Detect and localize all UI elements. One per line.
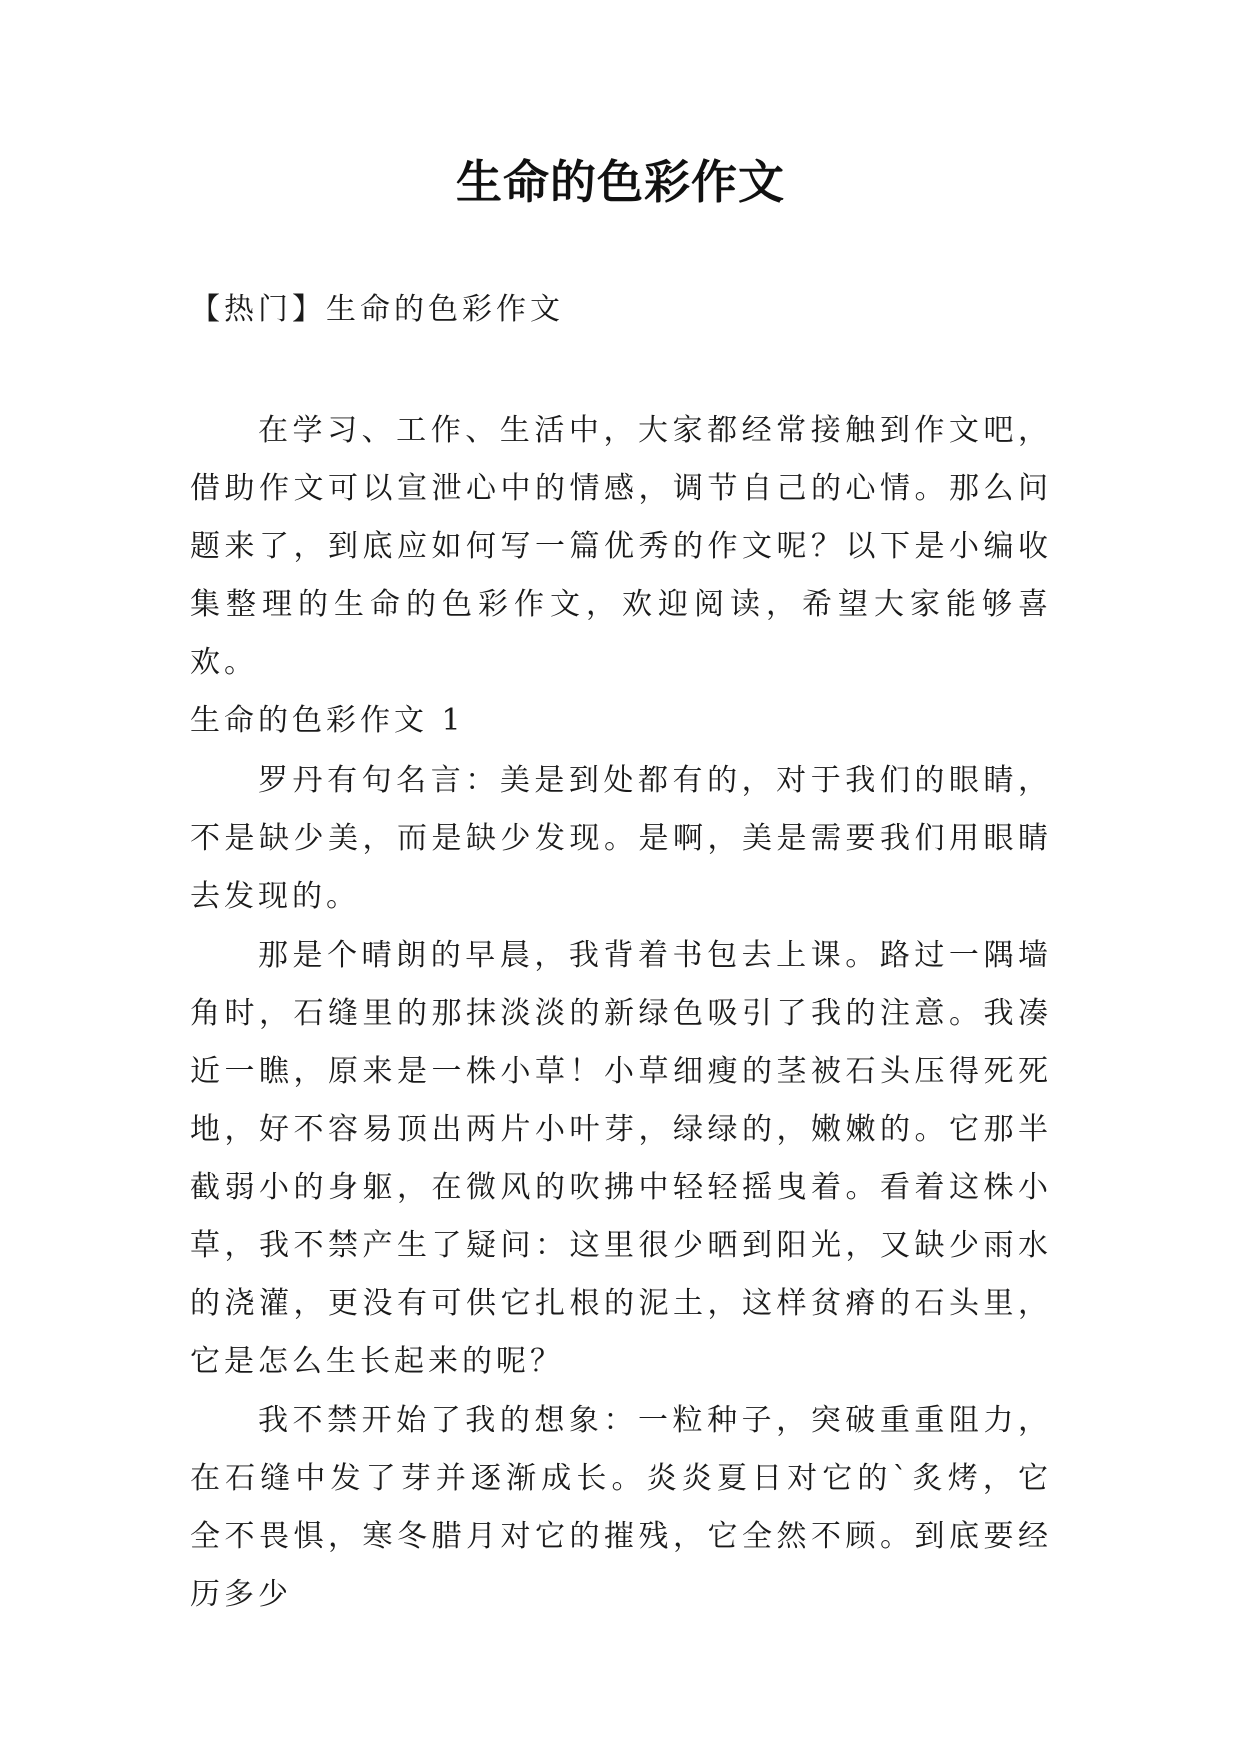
document-subtitle: 【热门】生命的色彩作文 (190, 292, 564, 327)
essay-paragraph: 我不禁开始了我的想象：一粒种子，突破重重阻力，在石缝中发了芽并逐渐成长。炎炎夏日对它的`炙烤，它全不畏惧，寒冬腊月对它的摧残，它全然不顾。到底要经历多少 (190, 1403, 1052, 1612)
intro-paragraph: 在学习、工作、生活中，大家都经常接触到作文吧，借助作文可以宣泄心中的情感，调节自己的心情。那么问题来了，到底应如何写一篇优秀的作文呢？以下是小编收集整理的生命的色彩作文，欢迎阅读，希望大家能够喜欢。 (190, 413, 1052, 680)
essay-paragraph: 罗丹有句名言：美是到处都有的，对于我们的眼睛，不是缺少美，而是缺少发现。是啊，美是需要我们用眼睛去发现的。 (190, 763, 1052, 914)
essay-paragraph: 那是个晴朗的早晨，我背着书包去上课。路过一隅墙角时，石缝里的那抹淡淡的新绿色吸引了我的注意。我凑近一瞧，原来是一株小草！小草细瘦的茎被石头压得死死地，好不容易顶出两片小叶芽，绿绿的，嫩嫩的。它那半截弱小的身躯，在微风的吹拂中轻轻摇曳着。看着这株小草，我不禁产生了疑问：这里很少晒到阳光，又缺少雨水的浇灌，更没有可供它扎根的泥土，这样贫瘠的石头里，它是怎么生长起来的呢？ (190, 938, 1052, 1379)
essay-heading: 生命的色彩作文 1 (190, 703, 465, 738)
document-title: 生命的色彩作文 (456, 155, 785, 209)
